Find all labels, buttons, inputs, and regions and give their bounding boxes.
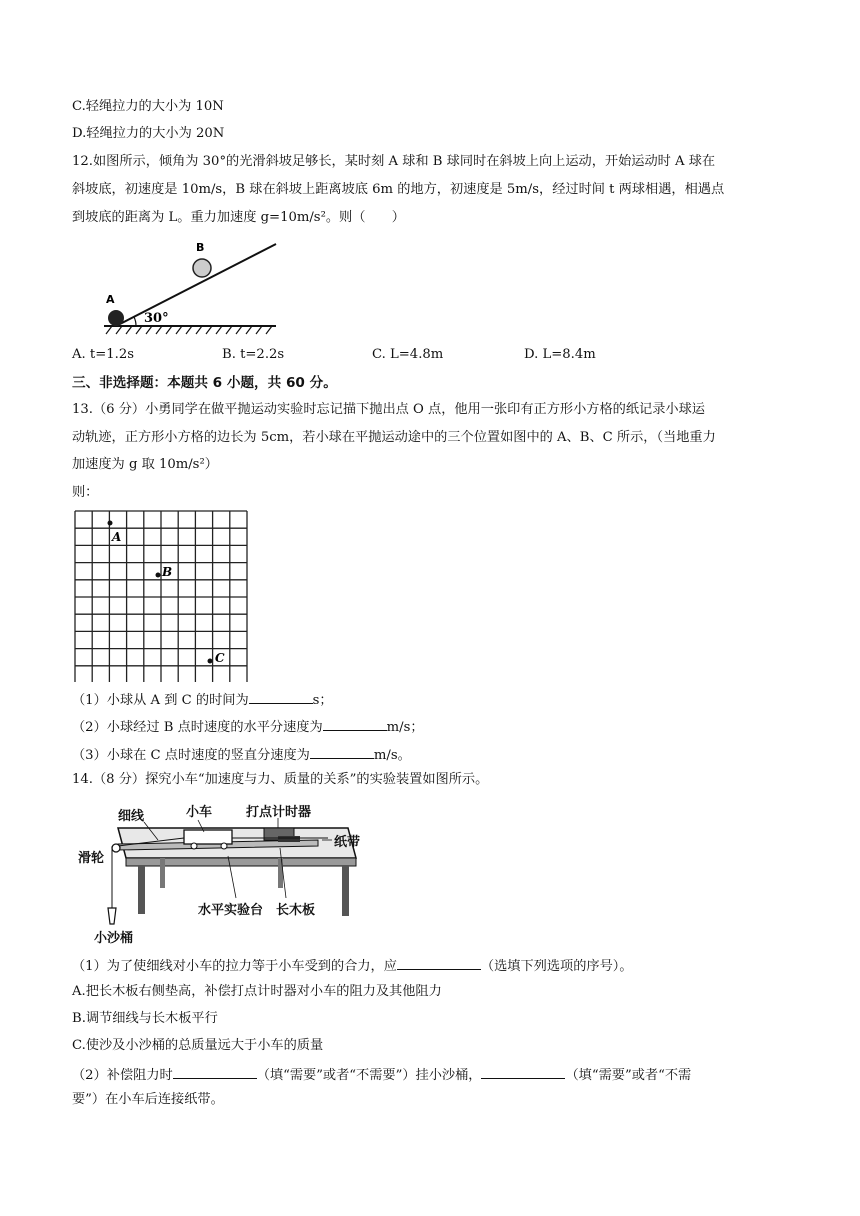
q13-sub3: （3）小球在 C 点时速度的竖直分速度为 m/s。 bbox=[72, 744, 792, 765]
ball-a bbox=[108, 310, 124, 326]
point-b bbox=[156, 573, 161, 578]
angle-label: 30° bbox=[144, 311, 169, 326]
section-heading: 三、非选择题：本题共 6 小题，共 60 分。 bbox=[72, 375, 337, 391]
q12-option-d: D. L=8.4m bbox=[524, 347, 596, 362]
answer-blank[interactable] bbox=[173, 1064, 257, 1079]
point-b-label: B bbox=[162, 565, 173, 579]
q14-sub1: （1）为了使细线对小车的拉力等于小车受到的合力，应 （选填下列选项的序号）。 bbox=[72, 955, 792, 976]
q14-option-c: C.使沙及小沙桶的总质量远大于小车的质量 bbox=[72, 1038, 324, 1053]
option-d-prev: D.轻绳拉力的大小为 20N bbox=[72, 126, 225, 141]
q13-stem-line1: 13.（6 分）小勇同学在做平抛运动实验时忘记描下抛出点 O 点，他用一张印有正方形小方格的纸记录小球运 bbox=[72, 402, 705, 417]
q13-sub1: （1）小球从 A 到 C 的时间为 s； bbox=[72, 689, 792, 710]
q14-stem: 14.（8 分）探究小车“加速度与力、质量的关系”的实验装置如图所示。 bbox=[72, 772, 489, 787]
answer-blank[interactable] bbox=[249, 689, 313, 704]
q14-option-a: A.把长木板右侧垫高，补偿打点计时器对小车的阻力及其他阻力 bbox=[72, 984, 442, 999]
label-paper-tape: 纸带 bbox=[334, 835, 361, 850]
answer-blank[interactable] bbox=[397, 955, 481, 970]
q12-option-a: A. t=1.2s bbox=[72, 347, 134, 362]
q13-stem-line2: 动轨迹，正方形小方格的边长为 5cm，若小球在平抛运动途中的三个位置如图中的 A、B、C 所示，（当地重力 bbox=[72, 430, 716, 445]
label-sand-bucket: 小沙桶 bbox=[94, 931, 134, 946]
q12-option-c: C. L=4.8m bbox=[372, 347, 444, 362]
label-cart: 小车 bbox=[186, 805, 213, 820]
incline-figure bbox=[96, 238, 286, 338]
q14-option-b: B.调节细线与长木板平行 bbox=[72, 1011, 218, 1026]
q13-sub2: （2）小球经过 B 点时速度的水平分速度为 m/s； bbox=[72, 716, 792, 737]
apparatus-figure bbox=[78, 800, 378, 950]
q12-stem-line2: 斜坡底，初速度是 10m/s，B 球在斜坡上距离坡底 6m 的地方，初速度是 5m/s，经过时间 t 两球相遇，相遇点 bbox=[72, 182, 725, 197]
q12-option-b: B. t=2.2s bbox=[222, 347, 285, 362]
q13-stem-line3: 加速度为 g 取 10m/s²） bbox=[72, 457, 218, 472]
point-c bbox=[208, 659, 213, 664]
answer-blank[interactable] bbox=[310, 744, 374, 759]
q12-stem-line1: 12.如图所示，倾角为 30°的光滑斜坡足够长，某时刻 A 球和 B 球同时在斜坡上向上运动，开始运动时 A 球在 bbox=[72, 154, 716, 169]
ball-a-label: A bbox=[106, 293, 115, 306]
q12-stem-line3: 到坡底的距离为 L。重力加速度 g=10m/s²。则（ ） bbox=[72, 210, 405, 225]
answer-blank[interactable] bbox=[323, 716, 387, 731]
q13-stem-line4: 则： bbox=[72, 485, 99, 500]
q14-sub2: （2）补偿阻力时 （填“需要”或者“不需要”）挂小沙桶， （填“需要”或者“不需 bbox=[72, 1064, 792, 1085]
grid-figure bbox=[74, 510, 248, 682]
label-timer: 打点计时器 bbox=[246, 805, 312, 820]
answer-blank[interactable] bbox=[481, 1064, 565, 1079]
q14-sub2-cont: 要”）在小车后连接纸带。 bbox=[72, 1092, 224, 1107]
label-table: 水平实验台 bbox=[198, 903, 264, 918]
label-thin-string: 细线 bbox=[118, 809, 145, 824]
label-pulley: 滑轮 bbox=[78, 851, 105, 866]
point-a-label: A bbox=[112, 530, 122, 544]
ball-b-label: B bbox=[196, 241, 205, 254]
ball-b bbox=[193, 259, 211, 277]
point-c-label: C bbox=[215, 651, 225, 665]
label-board: 长木板 bbox=[276, 903, 316, 918]
point-a bbox=[108, 521, 113, 526]
option-c-prev: C.轻绳拉力的大小为 10N bbox=[72, 99, 224, 114]
